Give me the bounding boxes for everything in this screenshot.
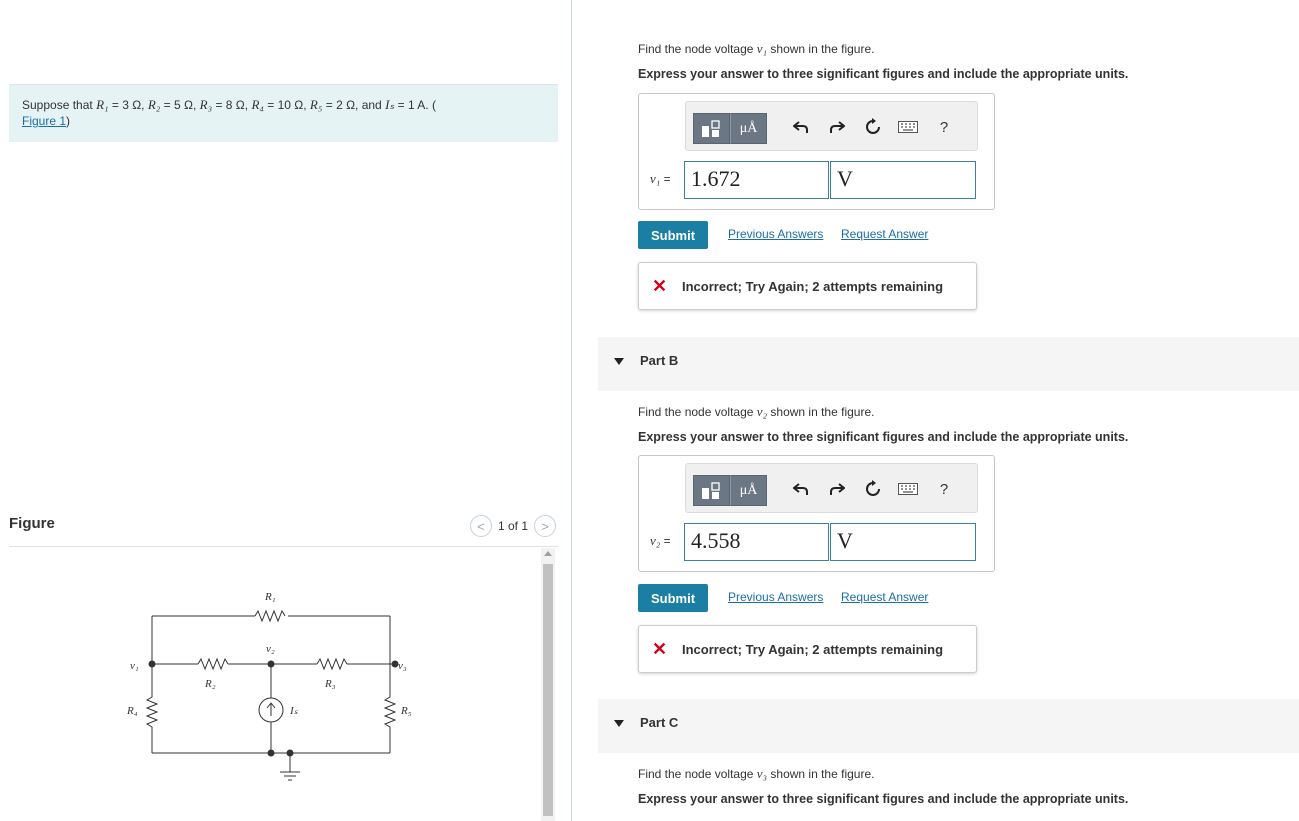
r4-resistor [147,664,157,753]
reset-icon[interactable] [862,476,884,502]
is-value: = 1 A. ( [394,98,436,112]
r5-resistor [385,664,395,753]
close-paren: ) [66,114,71,128]
label-is: Iₛ [290,705,298,717]
partB-answer-input[interactable]: 4.558 [684,523,829,561]
collapse-triangle-icon[interactable] [614,720,624,727]
right-pane [573,0,1299,821]
next-figure-button[interactable]: > [534,515,556,537]
r1-symbol: R₁ [96,97,109,112]
templates-icon [701,120,723,138]
partC-header[interactable] [598,699,1299,753]
r3-value: = 8 Ω, [212,98,252,112]
incorrect-icon: ✕ [652,276,668,296]
partA-unit-input[interactable]: V [830,161,976,199]
r1-value: = 3 Ω, [108,98,148,112]
collapse-triangle-icon[interactable] [614,358,624,365]
partA-toolbar [685,101,978,151]
partB-var-symbol: v₂ [650,533,661,548]
partB-unit-input[interactable]: V [830,523,976,561]
current-arrow [267,703,275,716]
partC-header-label: Part C [640,715,679,730]
partB-prompt-prefix: Find the node voltage [638,405,757,419]
reset-icon[interactable] [862,114,884,140]
partA-toolbar-buttons [693,113,767,144]
figure-title: Figure [9,515,55,532]
r2-resistor [198,659,228,669]
partB-prompt-suffix: shown in the figure. [767,405,875,419]
partB-prompt-var: v₂ [756,404,768,419]
r4-symbol: R₄ [251,97,264,112]
partA-prompt-var: v₁ [756,41,768,56]
left-pane [0,0,572,821]
units-button[interactable]: μÅ [730,475,767,506]
partB-header-label: Part B [640,353,679,368]
partA-submit-button[interactable]: Submit [638,221,708,249]
label-v1: v₁ [130,660,139,672]
scroll-up-arrow[interactable] [544,551,552,556]
partA-var-symbol: v₁ [650,171,661,186]
partC-prompt-var: v₃ [756,766,768,781]
units-button[interactable]: μÅ [730,113,767,144]
node-ground-dot [287,750,293,756]
label-r2: R₂ [205,678,216,690]
label-v3: v₃ [398,660,407,672]
node-v1-dot [149,661,155,667]
templates-button[interactable] [693,475,730,506]
r2-symbol: R₂ [147,97,161,112]
problem-statement [9,84,558,142]
partA-feedback-text: Incorrect; Try Again; 2 attempts remaining [682,279,944,294]
circuit-diagram [115,580,435,795]
partA-equals: = [660,172,671,186]
partA-prompt-suffix: shown in the figure. [767,42,875,56]
r5-value: = 2 Ω, and [322,98,386,112]
prev-figure-button[interactable]: < [470,515,492,537]
node-ref-dot [268,750,274,756]
partA-answer-card [638,93,995,210]
help-button[interactable]: ? [939,480,949,498]
partA-instruction: Express your answer to three significant figures and include the appropriate units. [638,67,1129,81]
templates-icon [701,482,723,500]
partC-prompt-suffix: shown in the figure. [767,767,875,781]
partB-answer-card [638,455,995,572]
keyboard-icon[interactable] [897,476,919,502]
redo-icon[interactable] [826,476,848,502]
incorrect-icon: ✕ [652,639,668,659]
partA-answer-input[interactable]: 1.672 [684,161,829,199]
r4-value: = 10 Ω, [263,98,310,112]
label-r1: R₁ [265,591,276,603]
help-button[interactable]: ? [939,118,949,136]
redo-icon[interactable] [826,114,848,140]
figure-header [9,510,558,547]
r1-resistor [255,611,285,621]
partB-toolbar-buttons [693,475,767,506]
partA-feedback [638,262,977,310]
figure-link[interactable]: Figure 1 [22,114,67,128]
is-symbol: Iₛ [385,97,395,112]
partB-submit-button[interactable]: Submit [638,584,708,612]
keyboard-icon[interactable] [897,114,919,140]
undo-icon[interactable] [790,476,812,502]
partA-prompt [638,41,874,57]
partC-prompt [638,766,874,782]
r2-value: = 5 Ω, [160,98,200,112]
partB-instruction: Express your answer to three significant figures and include the appropriate units. [638,430,1129,444]
pager-text: 1 of 1 [497,519,528,533]
partA-request-answer-link[interactable]: Request Answer [841,227,929,241]
label-r5: R₅ [401,705,412,717]
partB-previous-answers-link[interactable]: Previous Answers [728,590,824,604]
r5-symbol: R₅ [309,97,323,112]
partB-prompt [638,404,874,420]
partB-header[interactable] [598,337,1299,391]
figure-pager [470,515,556,537]
figure-scrollbar[interactable] [541,548,555,821]
partB-toolbar [685,463,978,513]
partA-previous-answers-link[interactable]: Previous Answers [728,227,824,241]
partB-feedback [638,625,977,673]
partB-equals: = [660,534,671,548]
partA-prompt-prefix: Find the node voltage [638,42,757,56]
partB-request-answer-link[interactable]: Request Answer [841,590,929,604]
label-r4: R₄ [127,705,138,717]
r3-resistor [317,659,347,669]
label-v2: v₂ [266,643,275,655]
partB-var-label [650,533,671,549]
partC-prompt-prefix: Find the node voltage [638,767,757,781]
scroll-thumb[interactable] [543,564,553,816]
partC-instruction: Express your answer to three significant figures and include the appropriate units. [638,792,1129,806]
node-v2-dot [268,661,274,667]
partB-feedback-text: Incorrect; Try Again; 2 attempts remaining [682,642,944,657]
label-r3: R₃ [325,678,336,690]
r3-symbol: R₃ [199,97,213,112]
problem-prefix: Suppose that [22,98,97,112]
templates-button[interactable] [693,113,730,144]
ground-symbol [280,753,300,780]
undo-icon[interactable] [790,114,812,140]
partA-var-label [650,171,671,187]
